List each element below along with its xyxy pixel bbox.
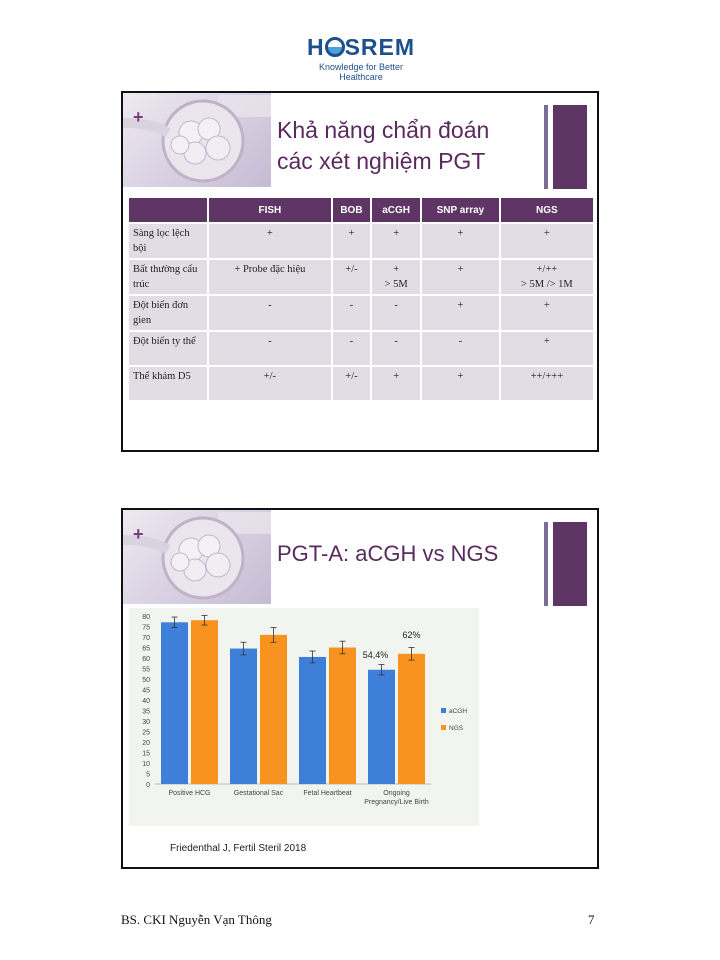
table-row [129, 296, 593, 330]
table-header-cell: aCGH [372, 198, 420, 222]
x-tick-label: Ongoing [383, 790, 410, 797]
y-tick-label: 10 [142, 761, 150, 768]
table-cell: + [422, 296, 499, 330]
table-cell: - [372, 332, 420, 365]
table-row [129, 367, 593, 400]
y-tick-label: 55 [142, 666, 150, 674]
table-cell: + [333, 224, 370, 258]
embryo-image [123, 93, 271, 187]
table-cell: +/- [333, 367, 370, 400]
table-header-cell: FISH [209, 198, 331, 222]
x-tick-label: Positive HCG [168, 790, 211, 797]
table-cell: +/++ > 5M /> 1M [501, 260, 593, 294]
table-row-label: Thể khảm D5 [129, 367, 207, 400]
legend-swatch-ngs [441, 725, 446, 730]
chart-container [129, 608, 479, 826]
y-tick-label: 35 [142, 708, 150, 716]
y-tick-label: 70 [142, 635, 150, 642]
table-cell: - [422, 332, 499, 365]
table-cell: + [209, 224, 331, 258]
citation: Friedenthal J, Fertil Steril 2018 [170, 843, 307, 854]
logo-wordmark [296, 34, 426, 60]
slide1-title-line2: các xét nghiệm PGT [277, 148, 486, 174]
table-cell: - [333, 296, 370, 330]
data-label: 62% [402, 629, 421, 640]
y-tick-label: 25 [142, 729, 150, 737]
y-tick-label: 50 [142, 677, 150, 684]
legend-label-ngs: NGS [449, 725, 464, 732]
embryo-illustration [123, 93, 271, 187]
bar-chart [129, 608, 479, 826]
y-tick-label: 20 [142, 740, 150, 747]
slide2-title: PGT-A: aCGH vs NGS [277, 541, 499, 566]
embryo-image [123, 510, 271, 604]
bar-ngs [260, 635, 287, 784]
accent-bar-thick [553, 105, 587, 189]
table-cell: - [209, 332, 331, 365]
logo-globe-icon [325, 37, 345, 57]
table-row [129, 224, 593, 258]
y-tick-label: 45 [142, 687, 150, 695]
bar-acgh [230, 649, 257, 784]
logo-prefix: H [306, 34, 325, 60]
table-cell: + [501, 224, 593, 258]
accent-bar-thin [544, 522, 548, 606]
slide-pgt-capability [121, 91, 599, 452]
table-header-row [129, 198, 593, 222]
bar-acgh [299, 657, 326, 784]
table-cell: - [333, 332, 370, 365]
logo-suffix: SREM [344, 34, 416, 60]
y-tick-label: 80 [142, 614, 150, 621]
plus-icon: + [133, 107, 144, 127]
bar-ngs [398, 654, 425, 784]
x-tick-label: Fetal Heartbeat [303, 790, 352, 797]
legend-label-acgh: aCGH [449, 708, 468, 715]
pgt-comparison-table [127, 196, 595, 402]
bar-ngs [329, 648, 356, 785]
table-cell: + [372, 224, 420, 258]
table-cell: + [501, 332, 593, 365]
y-tick-label: 65 [142, 645, 150, 653]
y-tick-label: 75 [142, 624, 150, 632]
table-cell: ++/+++ [501, 367, 593, 400]
table-cell: +/- [209, 367, 331, 400]
table-cell: + [422, 367, 499, 400]
x-tick-label: Gestational Sac [233, 790, 284, 797]
table-row-label: Sàng lọc lệch bội [129, 224, 207, 258]
table-cell: + [501, 296, 593, 330]
embryo-illustration [123, 510, 271, 604]
table-row [129, 260, 593, 294]
table-cell: - [372, 296, 420, 330]
table-row [129, 332, 593, 365]
x-tick-label: Pregnancy/Live Birth [364, 799, 429, 806]
hosrem-logo [296, 34, 426, 82]
table-cell: + > 5M [372, 260, 420, 294]
logo-tagline: Knowledge for Better Healthcare [318, 62, 404, 82]
slide1-title [277, 115, 489, 177]
y-tick-label: 30 [142, 719, 150, 726]
bar-acgh [161, 622, 188, 784]
table-row-label: Đột biến đơn gien [129, 296, 207, 330]
y-tick-label: 40 [142, 698, 150, 705]
bar-acgh [368, 670, 395, 784]
table-header-cell: BOB [333, 198, 370, 222]
y-tick-label: 15 [142, 750, 150, 758]
table-row-label: Bất thường cấu trúc [129, 260, 207, 294]
table-header-cell: SNP array [422, 198, 499, 222]
table-header-cell: NGS [501, 198, 593, 222]
slide1-title-line1: Khả năng chẩn đoán [277, 117, 490, 143]
y-tick-label: 60 [142, 656, 150, 663]
table-cell: - [209, 296, 331, 330]
accent-bar-thin [544, 105, 548, 189]
plus-icon: + [133, 524, 144, 544]
footer-author: BS. CKI Nguyễn Vạn Thông [121, 912, 272, 927]
table-row-label: Đột biến ty thể [129, 332, 207, 365]
page-number: 7 [588, 912, 595, 927]
table-cell: + [422, 260, 499, 294]
bar-ngs [191, 620, 218, 784]
table-cell: + Probe đặc hiệu [209, 260, 331, 294]
legend-swatch-acgh [441, 708, 446, 713]
accent-bar-thick [553, 522, 587, 606]
slide-pgt-a-comparison [121, 508, 599, 869]
table-cell: +/- [333, 260, 370, 294]
table-header-corner [129, 198, 207, 222]
data-label: 54,4% [362, 649, 389, 660]
table-cell: + [422, 224, 499, 258]
table-cell: + [372, 367, 420, 400]
y-tick-label: 5 [146, 771, 150, 779]
y-tick-label: 0 [146, 782, 150, 789]
